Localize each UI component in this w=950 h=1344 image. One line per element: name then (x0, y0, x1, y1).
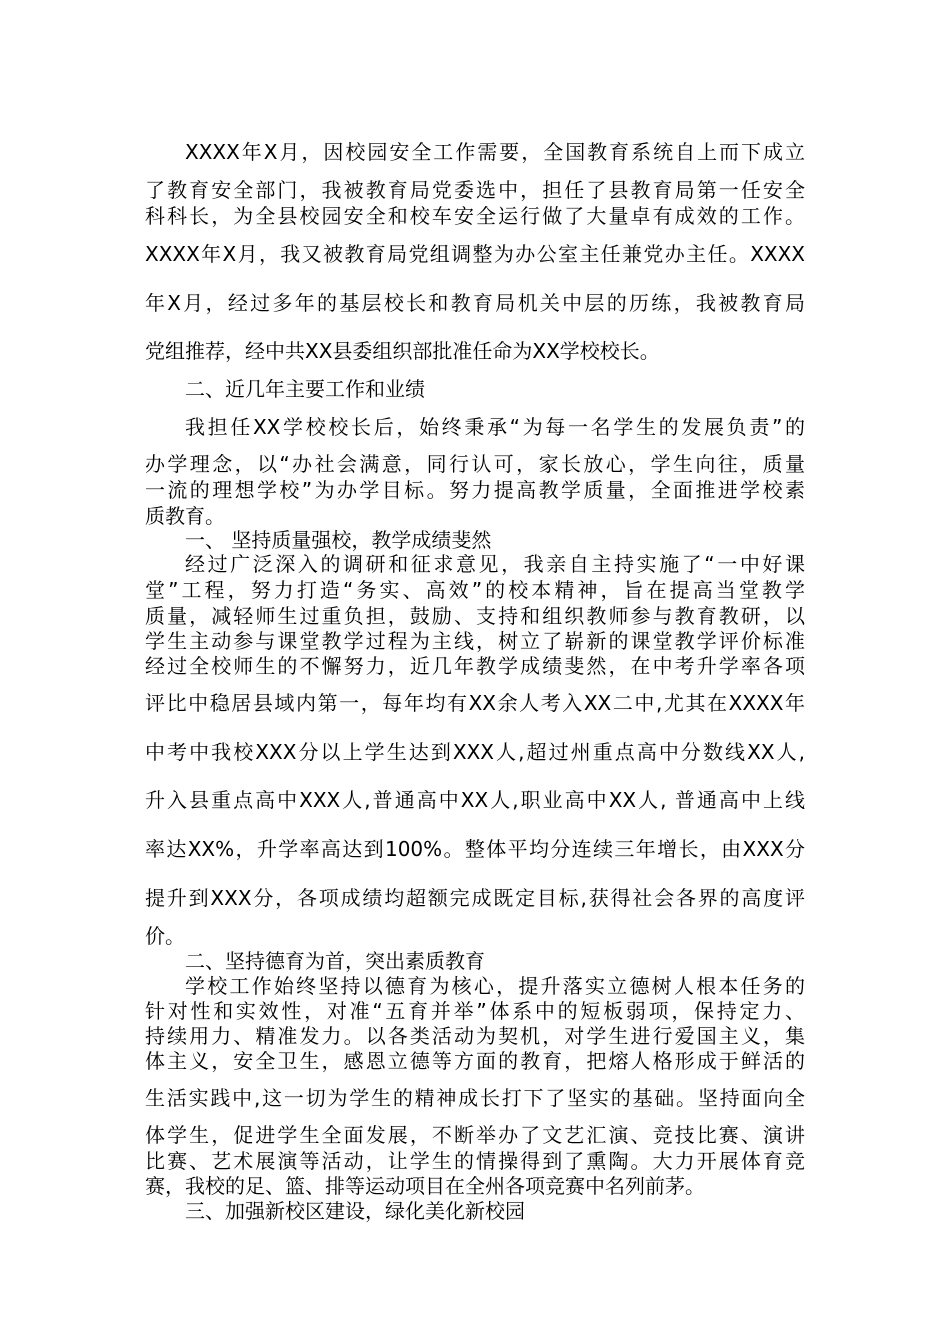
text-line: 升入县重点高中XXX人,普通高中XX人,职业高中XX人, 普通高中上线 (145, 788, 805, 812)
text-line: 价。 (145, 924, 185, 948)
text-line: XXXX年X月，因校园安全工作需要，全国教育系统自上而下成立 (185, 140, 805, 164)
text-line: 学生主动参与课堂教学过程为主线，树立了崭新的课堂教学评价标准 (145, 629, 805, 653)
text-line: 体主义，安全卫生，感恩立德等方面的教育，把熔人格形成于鲜活的 (145, 1049, 805, 1073)
text-line: 生活实践中,这一切为学生的精神成长打下了坚实的基础。坚持面向全 (145, 1086, 805, 1110)
text-line: 年X月，经过多年的基层校长和教育局机关中层的历练，我被教育局 (145, 291, 805, 315)
text-line: 率达XX%，升学率高达到100%。整体平均分连续三年增长，由XXX分 (145, 837, 805, 861)
text-line: 科科长，为全县校园安全和校车安全运行做了大量卓有成效的工作。 (145, 204, 805, 228)
text-line: 我担任XX学校校长后，始终秉承“为每一名学生的发展负责”的 (185, 415, 805, 439)
text-line: 比赛、艺术展演等活动，让学生的情操得到了熏陶。大力开展体育竞 (145, 1149, 805, 1173)
text-line: 一流的理想学校”为办学目标。努力提高教学质量，全面推进学校素 (145, 478, 805, 502)
text-line: 质教育。 (145, 504, 225, 528)
text-line: 经过广泛深入的调研和征求意见，我亲自主持实施了“一中好课 (185, 552, 805, 576)
section-heading: 三、加强新校区建设，绿化美化新校园 (185, 1199, 525, 1223)
text-line: 持续用力、精准发力。以各类活动为契机，对学生进行爱国主义，集 (145, 1024, 805, 1048)
text-line: 赛，我校的足、篮、排等运动项目在全州各项竞赛中名列前茅。 (145, 1174, 705, 1198)
text-line: 办学理念，以“办社会满意，同行认可，家长放心，学生向往，质量 (145, 452, 805, 476)
text-line: 提升到XXX分，各项成绩均超额完成既定目标,获得社会各界的高度评 (145, 886, 805, 910)
section-heading: 二、近几年主要工作和业绩 (185, 377, 425, 401)
text-line: 学校工作始终坚持以德育为核心，提升落实立德树人根本任务的 (185, 974, 805, 998)
text-line: 质量，减轻师生过重负担，鼓励、支持和组织教师参与教育教研，以 (145, 604, 805, 628)
text-line: 了教育安全部门，我被教育局党委选中，担任了县教育局第一任安全 (145, 178, 805, 202)
text-line: XXXX年X月，我又被教育局党组调整为办公室主任兼党办主任。XXXX (145, 242, 805, 266)
text-line: 党组推荐，经中共XX县委组织部批准任命为XX学校校长。 (145, 339, 660, 363)
text-line: 堂”工程，努力打造“务实、高效”的校本精神，旨在提高当堂教学 (145, 578, 805, 602)
text-line: 针对性和实效性，对准“五育并举”体系中的短板弱项，保持定力、 (145, 999, 805, 1023)
text-line: 中考中我校XXX分以上学生达到XXX人,超过州重点高中分数线XX人, (145, 740, 805, 764)
section-heading: 一、 坚持质量强校，教学成绩斐然 (185, 528, 492, 552)
section-heading: 二、坚持德育为首，突出素质教育 (185, 949, 485, 973)
text-line: 经过全校师生的不懈努力，近几年教学成绩斐然，在中考升学率各项 (145, 654, 805, 678)
text-line: 评比中稳居县域内第一，每年均有XX余人考入XX二中,尤其在XXXX年 (145, 691, 805, 715)
text-line: 体学生，促进学生全面发展，不断举办了文艺汇演、竞技比赛、演讲 (145, 1123, 805, 1147)
